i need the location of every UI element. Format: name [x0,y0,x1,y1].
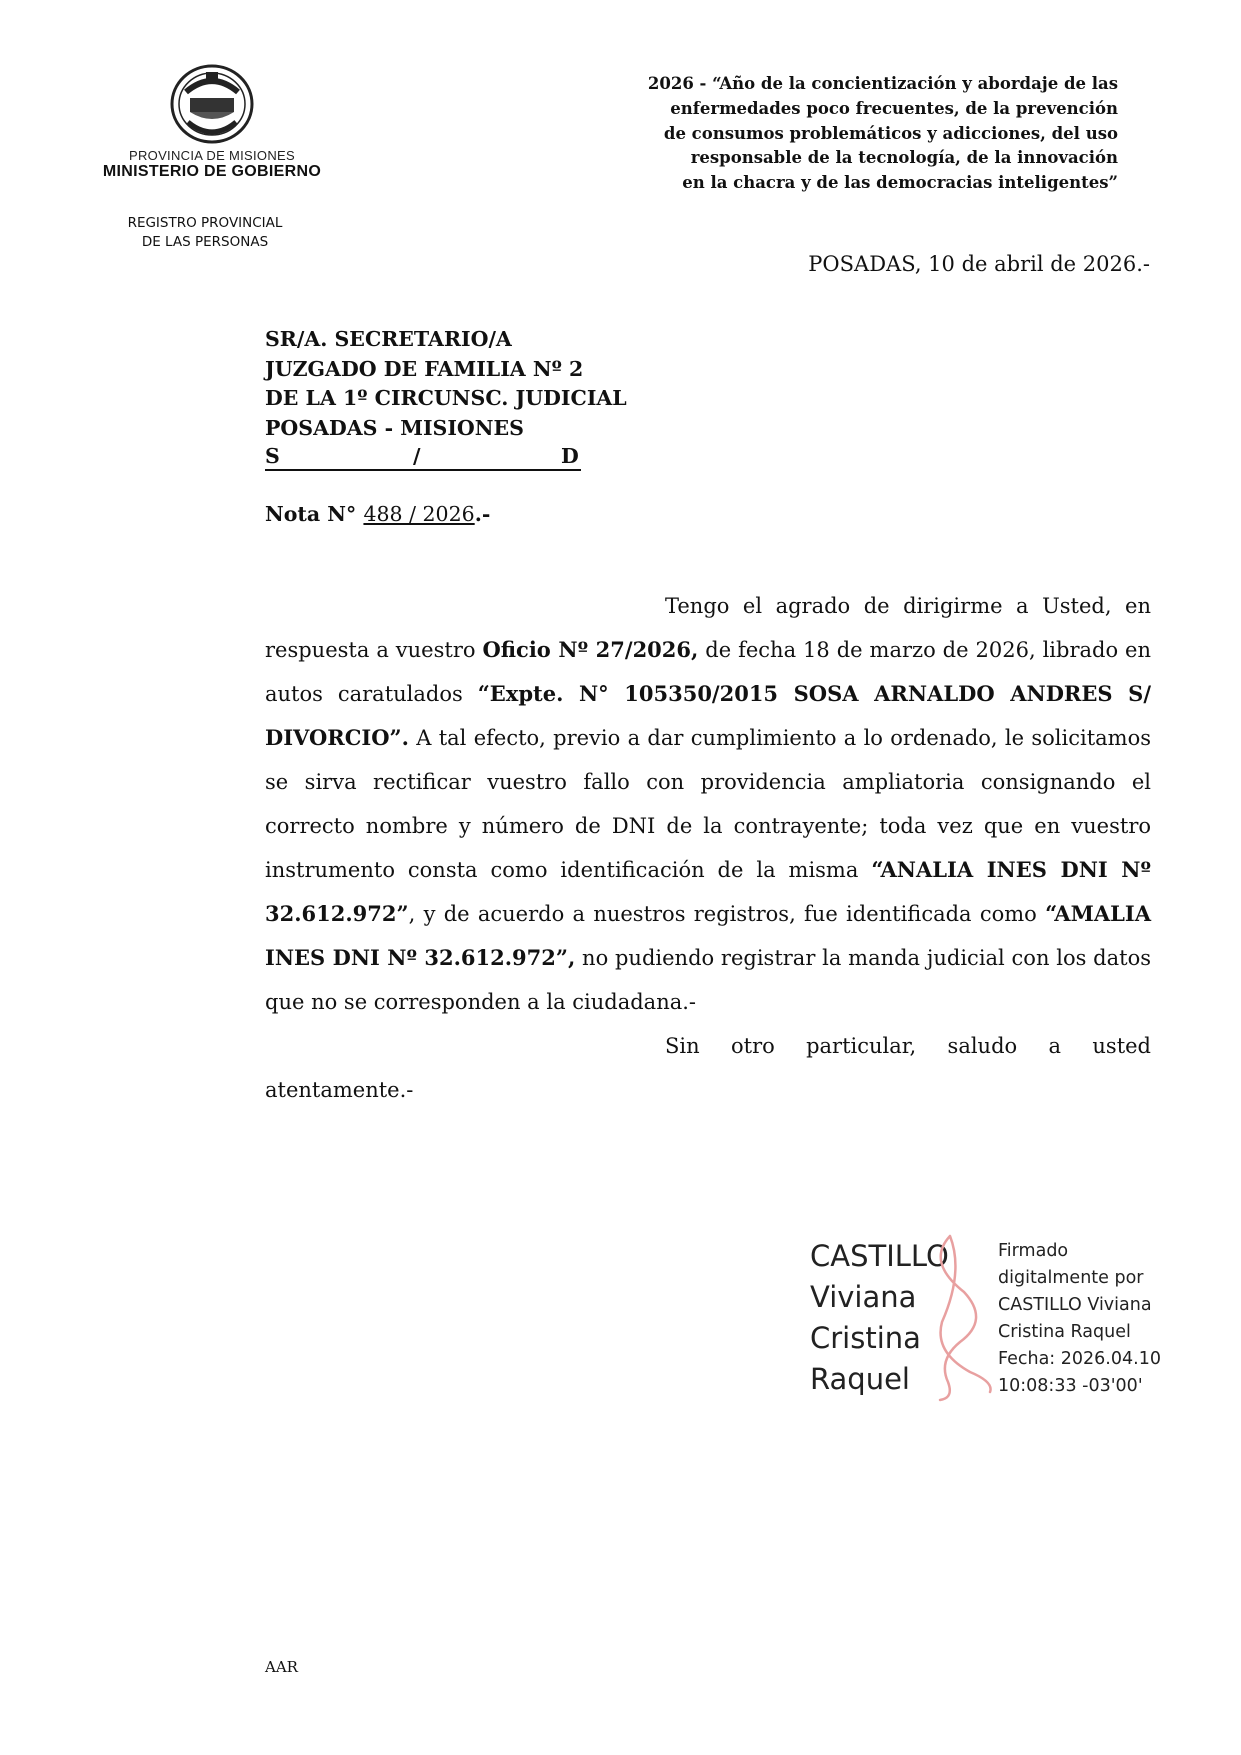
recipient-line: POSADAS - MISIONES [265,415,524,440]
recipient-line: DE LA 1º CIRCUNSC. JUDICIAL [265,386,627,410]
body-paragraph-2 [265,1024,1151,1112]
author-initials: AAR [265,1658,298,1676]
registry-line-2: DE LAS PERSONAS [141,234,269,250]
signature-info-line: 10:08:33 -03'00' [998,1376,1143,1396]
sd-mid: / [413,444,421,468]
ministry-logo [92,62,332,181]
logo-ministry-text: MINISTERIO DE GOBIERNO [102,163,322,180]
body-text: , y de acuerdo a nuestros registros, fue identificada como [408,902,1046,926]
note-label: Nota N° [265,502,364,526]
logo-province-text: PROVINCIA DE MISIONES [129,148,295,163]
correct-identification: “AMALIA INES DNI Nº 32.612.972”, [265,901,1151,970]
recipient-line: JUZGADO DE FAMILIA Nº 2 [265,356,584,381]
recipient-line: SR/A. SECRETARIO/A [265,327,512,351]
signer-name-line: Viviana [810,1280,917,1314]
wrong-identification: “ANALIA INES DNI Nº 32.612.972” [265,857,1152,926]
motto-line: 2026 - “Año de la concientización y abordaje de las [647,74,1118,93]
su-despacho-line [265,444,581,471]
body-text: no pudiendo registrar la manda judicial con los datos que no se corresponden a la ciudadana.- [265,946,1151,1014]
motto-line: de consumos problemáticos y adicciones, del uso [663,123,1118,143]
body-text: de fecha 18 de marzo de 2026, librado en autos caratulados [265,638,1151,706]
note-number-line [265,502,490,526]
digital-signature-details [998,1238,1188,1400]
case-reference: “Expte. N° 105350/2015 SOSA ARNALDO ANDRES S/ DIVORCIO”. [265,681,1151,750]
sd-right: D [561,444,579,468]
note-suffix: .- [474,502,491,526]
signature-info-line: Firmado [998,1241,1069,1261]
registry-line-1: REGISTRO PROVINCIAL [127,215,283,231]
letter-body [265,584,1151,1112]
date-text: POSADAS, 10 de abril de 2026.- [808,252,1150,276]
body-text: A tal efecto, previo a dar cumplimiento a lo ordenado, le solicitamos se sirva rectificar vuestro fallo con providencia ampliatoria consignando el correcto nombre y número de DNI de la contrayente; toda vez que en vuestro instrumento consta como identificación de la misma [265,726,1151,882]
body-text: Tengo el agrado de dirigirme a Usted, en respuesta a vuestro [265,594,1151,662]
closing-text: Sin otro particular, saludo a usted atentamente.- [265,1034,1151,1102]
signature-info-line: digitalmente por [998,1268,1144,1288]
signer-name-line: Raquel [810,1362,910,1396]
signature-info-line: Cristina Raquel [998,1322,1131,1342]
registry-name [110,214,300,252]
date-line [700,252,1150,276]
signature-info-line: CASTILLO Viviana [998,1295,1152,1315]
body-paragraph-1 [265,584,1151,1024]
oficio-reference: Oficio Nº 27/2026, [482,637,699,662]
provincial-coat-of-arms-icon [166,62,258,146]
official-year-motto [540,72,1118,196]
signer-name-line: CASTILLO [810,1239,949,1273]
motto-line: enfermedades poco frecuentes, de la prevención [670,98,1118,118]
signature-info-line: Fecha: 2026.04.10 [998,1349,1161,1369]
motto-line: en la chacra y de las democracias inteligentes” [682,173,1118,193]
recipient-block [265,325,627,443]
signer-name-line: Cristina [810,1321,921,1355]
digital-signature-mark-icon [920,1232,1000,1402]
note-number: 488 / 2026 [363,502,475,526]
sd-left: S [265,444,280,468]
motto-line: responsable de la tecnología, de la innovación [690,148,1118,168]
